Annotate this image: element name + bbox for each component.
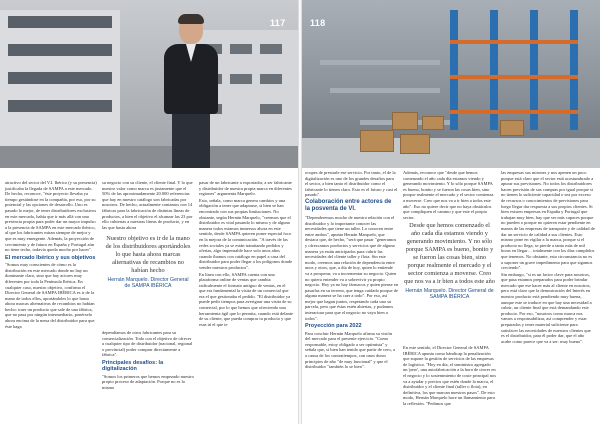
paragraph: Además, reconoce que "desde que hemos comenzado el año cada día estamos viendo y generando movimiento. Y lo sólo porque SAMPA es bueno, bonito y se fueron las cosas bien, sino porque realmente el mercado y el sector comienza a moverse. Creo que nos va a ir bien a todos este año". Eso no quiere decir que no haya obstáculos que compliquen el camino y que este el propio sector. <box>403 170 494 220</box>
section-heading: El mercado Ibérico y sus objetivos <box>5 254 96 261</box>
section-heading: Principales desafíos: la digitalización <box>102 359 164 373</box>
page-right <box>300 0 600 424</box>
quote-attribution: Hernán Marquelo. Director General de SAMPA IBÉRICA <box>107 277 189 290</box>
warehouse-photo <box>300 0 600 168</box>
paragraph: su negocio con su cliente, el cliente final. Y lo que nuestro valor como marca es justamente que el 50% de las aproximadamente 20.000 referencias que hay en nuestro catálogo son fabricadas por nosotros. De hecho, actualmente contamos con 14 fábricas para la fabricación de distintas líneas de productos, a bien el objetivo el alcanzar las 23 por ello cubiertas a nuestras líneas de producto, y en las que hasta ahora <box>102 180 193 230</box>
page-number-right: 118 <box>310 18 326 28</box>
building <box>0 10 120 168</box>
paragraph: las empresas sus mirones y nos apenen un poco porque está claro que el sector está acostumbrado a apurar sus previsiones. No todos los distribuidores hacen previsión de sus compras por igual porque si no tienen lo suficiente capacidad o sea por exceso de recursos o conocimientos de previsiones para luego llegar dar respuesta a sus propios clientes. Si bien existen empresas en España y Portugal que trabajan muy bien, hay que ser más capaces porque no pueden o porque no quieren estar pendiente en manos de las empresas de transporte y de calidad de dar un servicio de calidad a sus clientes. Esto mismo pone en vigilar a la marca, porque si el producto no llega, se pierde a tanto más de mil horas en llegar… totalmente con los días cumplidos que tenemos. No obstante, esta circunstancia no es a suponer un grave impedimento para que sigamos creciendo". <box>501 170 595 271</box>
section-heading: Colaboración entre actores de la posventa de VI. <box>305 198 392 212</box>
paragraph: "Somos los primeros que hemos empezado nuestro propio proceso de adaptación. Porque no es lo mismo <box>102 373 194 390</box>
pavement <box>0 146 300 168</box>
pull-quote-right <box>404 222 495 301</box>
left-column-2 <box>102 180 194 231</box>
quote-attribution: Hernán Marquelo. Director General de SAMPA IBÉRICA <box>405 288 494 301</box>
portrait-photo <box>0 0 300 168</box>
section-heading: Proyección para 2022 <box>305 323 362 330</box>
quote-text: Desde que hemos comenzado el año cada día estamos viendo y generando movimiento. Y no sólo porque SAMPA es bueno, bonito y se fueron las cosas bien, sino porque realmente el mercado y el sector comienza a moverse. Creo que nos va a ir bien a todos este año <box>404 222 495 285</box>
quote-text: Nuestro objetivo es ir de la mano de los distribuidores aportándoles lo que hasta ahora marcas alternativas de recambios no habían hecho <box>105 235 191 274</box>
paragraph: atractivo del sector del V.I. Ibérico (y su presencia) justificaba la llegada de SAMPA a este mercado. De hecho, reconoce, "éste proyecto llevaba ya tiempo gestándose en la compañía, por eso, por su potencial y las opciones de desarrollo. Uno es pasado lo mejor, de tener distribuidores exclusivos en este mercado, había que ir más allá con una presencia propia para poder dar un mayor impulso a la presencia de SAMPA en este mercado ibérico, al que los fabricantes miran siempre de mejor y que es muy emergente. Además, la proyección de crecimiento y de futuro en España y Portugal aún no tiene techo, todavía queda mucho por hacer". <box>5 180 97 253</box>
paragraph: En línea con ello, SAMPA cuenta con una plataforma online de ventas que cambia radicalmente el formato antiguo de ventas, en el que era fundamental la visita de un comercial que era el que gestionaba el pedido. "El distribuidor ya puede pedir tiempos para averiguar una visita de su comercial, por lo que hemos que ofreciendo una herramienta ágil que lo permita, cuando está delante de su cliente, que pueda comprar tu producto y que esas tú el que te <box>199 271 293 327</box>
paragraph: pasar de un fabricante a exportador, a ser fabricante y distribuidor de nuestra propia marca en diferentes regiones" argumenta Marquelo. <box>199 180 292 197</box>
paragraph: "Somos muy conscientes de cómo es la distribución en este mercado donde no hay un dominante claro, sino que hay actores muy diferentes por toda la Península Ibérica. En cualquier caso, nuestro objetivo, confirma el Director General de SAMPA IBÉRICA es ir de la mano de todos ellos, aportándoles lo que hasta ahora marcas alternativas de recambios no habían hecho: traer un producto que sale de una fábrica, que no pasa por ningún intermediario, ponérselo ahora encima de la mesa del distribuidor para que éste haga <box>5 262 95 329</box>
paragraph: "Dependeremos mucho de nuestra relación con el distribuidor y lo importante conocer las necesidades que tiene un taller. Lo conocen entre entre ambos", apunta Hernán Marquelo, que destaca que, de hecho, "será que pasar "generamos y ofrezcamos productos y servicios que de alguna manera ya están anticipados para cubrir las necesidades del cliente taller y flota. Sin este modo, creemos una relación de dependencia entre unos y otros, que, a día de hoy, quien lo entiende va a prosperar, va a incrementar su negocio. Quien no quiera entender va a sobrevivir ya propio negocio. Hoy ya no hay fármacos y quien piense en pasarlas en su terreno, que tenga cuidado porque de alguna manera se ha caer a todo". Por eso, así mejor que hagan juntos, respetando cada uno su parcela, pero que éstas estén abiertas, y podamos interactuar para que el negocio no vaya bien a todos". <box>305 214 398 321</box>
paragraph: Sin embargo, "si es un factor clave para nosotros, que pasa estamos preparados para poder brindar mercado que ese hacer más al cliente en nosotros, pero está claro que la demostración del Interés en nuestro producto está pendiendo muy buena, aunque este se traduce en que hay una necesidad a cubrir, un cliente final que está demandando este producto. Por eso, "nosotros como marca nos vamos a responsabilizar, así comprender y estar preparados y tener material suficiente para satisfacer las necesidades de nuestros clientes que es el distribuidor, para él poder dar, que el año acabe como parece que va a ser: muy bueno". <box>501 271 592 344</box>
right-column-2 <box>403 170 496 221</box>
paragraph: Para concluir Hernán Marquelo afirma su visión del mercado para el presente ejercicio. "Como responsable, estoy obligado a ser optimista" y señala que, si bien han tenido que partir de cero, a a causa de los contratiempos, con unos duros principios de año "de muy funcional" y que el distribuidor "también lo se bien". <box>305 330 395 370</box>
paragraph: En este sentido, el Director General de SAMPA IBÉRICA apunta como hándicap la penalización que supone la gestión de servicios de las empresas de logística. "Hoy en día, el suministro agregado un 'pero', una autofabricación a la hora de cincer en el negocio y lo sostenimiento de coste principal nos va a ayudar y precios que estén donde la marca, el distribuidor y el cliente final (taller o flota), en definitiva, los que marcan nuestros pasos". De esto modo, Hernán Marquelo hace un llamamiento para la reflexión. "Pedimos que <box>403 345 496 406</box>
left-column-3 <box>199 180 293 328</box>
page-number-left: 117 <box>270 18 286 28</box>
warehouse-floor <box>300 138 600 168</box>
right-column-1 <box>305 170 398 371</box>
paragraph: dependíamos de otros fabricantes para su comercialización. Todo con el objetivo de ofrecer a cualquier tipo de distribuidor (nacional, regional o provincial) poder comprar directamente a fábrica". <box>102 330 193 358</box>
paragraph: ocupes de prestarle ese servicio. Por tanto, el de la digitalización es uno de los grandes desafíos para el sector, a bien tanto el distribuidor como el fabricante lo tienen claro. Esto es el futuro y casi el pasado". <box>305 170 398 198</box>
right-column-2-lower <box>403 345 496 408</box>
pull-quote-left <box>104 235 192 290</box>
person-portrait <box>162 14 220 168</box>
left-column-2-lower <box>102 330 194 392</box>
paragraph: Esto, señala, como marca genera cambios y una obligación a tener que adaptarse, si bien se han encontrado con sus propias limitaciones. No obstante, según Hernán Marquelo, "creemos que el distribuidor es vital pasando lo mismo y de alguna manera todos estamos inmersos ahora en este sentido, desde SAMPA quieren poner especial foco en la mejora de la comunicación. "A través de las redes sociales ya se están tramitando pedidos y ofertas, algo impensable hace solo unos años cuando íbamos con catálogo en papel a casa del distribuidor para poder llegar a los polígonos donde vender nuestros productos". <box>199 197 293 270</box>
page-gutter <box>298 0 302 424</box>
left-column-1 <box>5 180 97 330</box>
right-column-3 <box>501 170 595 345</box>
